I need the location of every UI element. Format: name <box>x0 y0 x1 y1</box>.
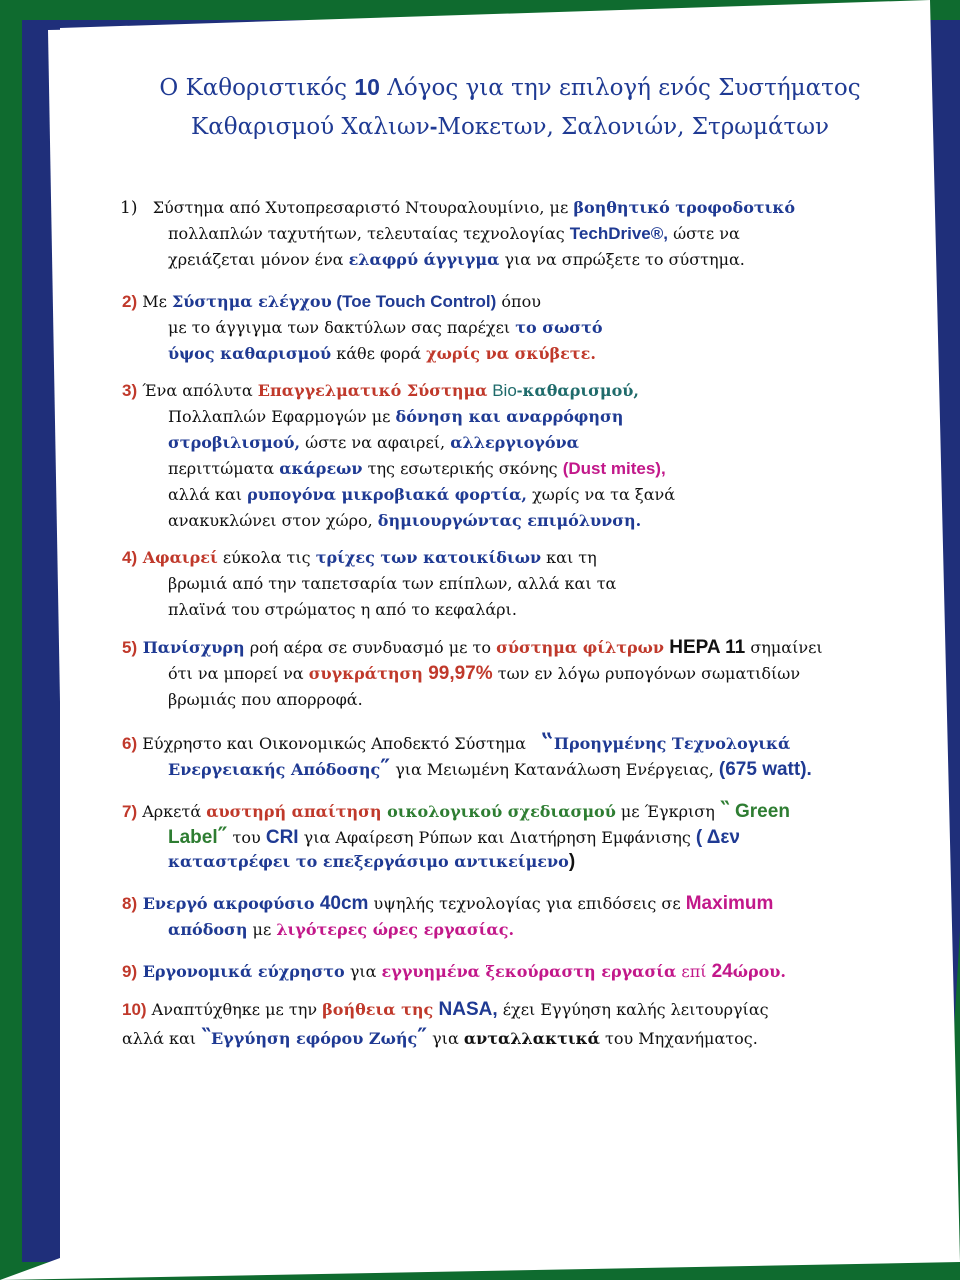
item-1-line-2: πολλαπλών ταχυτήτων, τελευταίας τεχνολογίας TechDrive®, ώστε να <box>168 224 740 243</box>
item-4-line-1: 4) Αφαιρεί εύκολα τις τρίχες των κατοικίδιων και τη <box>122 548 597 567</box>
item-8-line-1: 8) Ενεργό ακροφύσιο 40cm υψηλής τεχνολογίας για επιδόσεις σε Maximum <box>122 893 774 914</box>
item-7-line-1: 7) Αρκετά αυστηρή απαίτηση οικολογικού σχεδιασμού με Έγκριση ‶ Green <box>122 797 790 823</box>
item-3-line-4: περιττώματα ακάρεων της εσωτερικής σκόνης (Dust mites), <box>168 459 666 478</box>
item-3-line-2: Πολλαπλών Εφαρμογών με δόνηση και αναρρόφηση <box>168 407 624 426</box>
item-6-line-2: Ενεργειακής Απόδοσης″ για Μειωμένη Κατανάλωση Ενέργειας, (675 watt). <box>168 755 812 781</box>
item-10-line-1: 10) Αναπτύχθηκε με την βοήθεια της NASA, έχει Εγγύηση καλής λειτουργίας <box>122 999 769 1020</box>
item-6-line-1: 6) Εύχρηστο και Οικονομικώς Αποδεκτό Σύστημα ‟Προηγμένης Τεχνολογικά <box>122 729 791 755</box>
item-2-line-2: με το άγγιγμα των δακτύλων σας παρέχει το σωστό <box>168 318 603 337</box>
item-5-line-1: 5) Πανίσχυρη ροή αέρα σε συνδυασμό με το σύστημα φίλτρων HEPA 11 σημαίνει <box>122 637 823 658</box>
item-7-line-3: καταστρέφει το επεξεργάσιμο αντικείμενο) <box>168 851 576 872</box>
item-3-line-1: 3) Ένα απόλυτα Επαγγελματικό Σύστημα Bio-καθαρισμού, <box>122 381 639 400</box>
item-4-line-3: πλαϊνά του στρώματος η από το κεφαλάρι. <box>168 600 517 619</box>
title-line-1: Ο Καθοριστικός 10 Λόγος για την επιλογή ενός Συστήματος <box>159 74 861 101</box>
item-2-line-1: 2) Με Σύστημα ελέγχου (Toe Touch Control) όπου <box>122 292 541 311</box>
item-9-line-1: 9) Εργονομικά εύχρηστο για εγγυημένα ξεκούραστη εργασία επί 24ώρου. <box>122 961 786 982</box>
item-3-line-5: αλλά και ρυπογόνα μικροβιακά φορτία, χωρίς να τα ξανά <box>168 485 676 504</box>
item-1-line-3: χρειάζεται μόνον ένα ελαφρύ άγγιγμα για να σπρώξετε το σύστημα. <box>168 250 745 269</box>
item-7-line-2: Label″ του CRI για Αφαίρεση Ρύπων και Διατήρηση Εμφάνισης ( Δεν <box>168 823 741 849</box>
item-3-line-3: στροβιλισμού, ώστε να αφαιρεί, αλλεργιογόνα <box>168 433 579 452</box>
item-5-line-2: ότι να μπορεί να συγκράτηση 99,97% των εν λόγω ρυπογόνων σωματιδίων <box>168 663 801 684</box>
item-4-line-2: βρωμιά από την ταπετσαρία των επίπλων, αλλά και τα <box>168 574 617 593</box>
item-5-line-3: βρωμιάς που απορροφά. <box>168 690 363 709</box>
item-1-line-1: 1) Σύστημα από Χυτοπρεσαριστό Ντουραλουμίνιο, με βοηθητικό τροφοδοτικό <box>120 198 796 218</box>
item-8-line-2: απόδοση με λιγότερες ώρες εργασίας. <box>168 920 515 939</box>
title-line-2: Καθαρισμού Χαλιων-Μοκετων, Σαλονιών, Στρωμάτων <box>191 113 829 140</box>
item-3-line-6: ανακυκλώνει στον χώρο, δημιουργώντας επιμόλυνση. <box>168 511 642 530</box>
item-2-line-3: ύψος καθαρισμού κάθε φορά χωρίς να σκύβετε. <box>168 344 596 363</box>
item-10-line-2: αλλά και ‶Εγγύηση εφόρου Ζωής″ για ανταλλακτικά του Μηχανήματος. <box>122 1024 758 1050</box>
